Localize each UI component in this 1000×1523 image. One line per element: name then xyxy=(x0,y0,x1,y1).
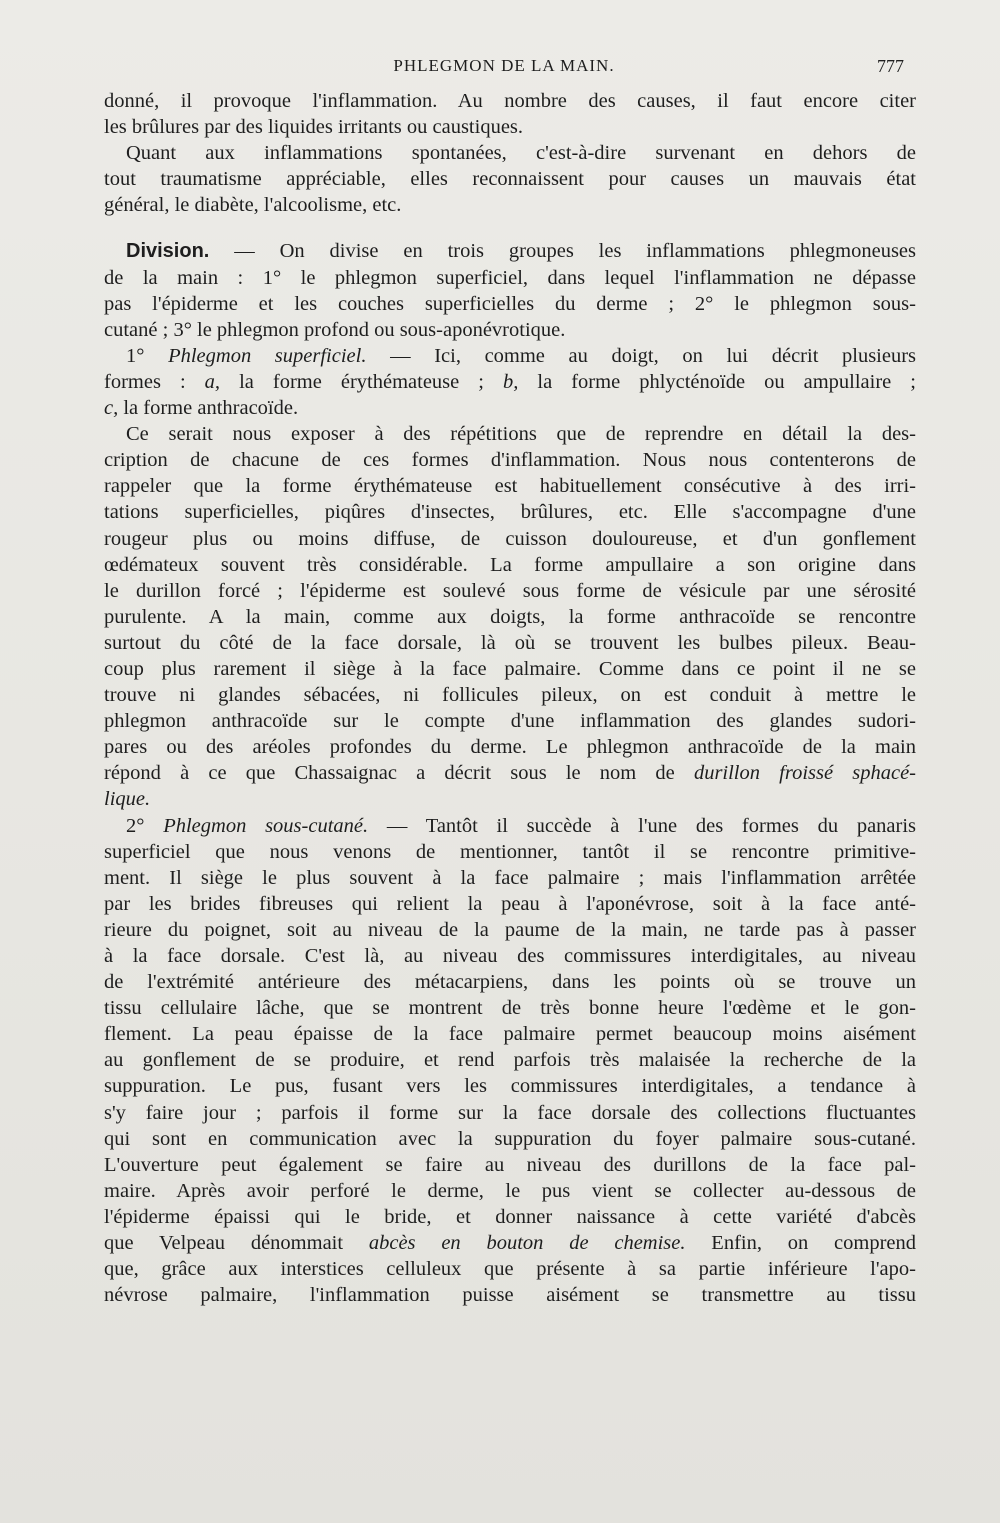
text-line: tout traumatisme appréciable, elles reconnaissent pour causes un mauvais état xyxy=(104,168,916,191)
text-line: purulente. A la main, comme aux doigts, la forme anthracoïde se rencontre xyxy=(104,605,916,628)
text-line: général, le diabète, l'alcoolisme, etc. xyxy=(104,194,402,217)
paragraph-causes-end xyxy=(104,88,916,140)
text-line: tations superficielles, piqûres d'insectes, brûlures, etc. Elle s'accompagne d'une xyxy=(104,501,916,524)
text-line: à la face dorsale. C'est là, au niveau des commissures interdigitales, au niveau xyxy=(104,945,916,967)
text-line: œdémateux souvent très considérable. La forme ampullaire a son origine dans xyxy=(104,553,916,576)
text-line: pas l'épiderme et les couches superficielles du derme ; 2° le phlegmon sous- xyxy=(104,292,916,315)
text-line xyxy=(104,238,916,264)
paragraph-superficial xyxy=(104,343,916,421)
text-run: — On divise en trois groupes les inflammations phlegmoneuses xyxy=(209,240,916,263)
text-run: la forme phlycténoïde ou ampullaire ; xyxy=(518,370,916,393)
text-line xyxy=(104,813,916,839)
text-line xyxy=(104,395,916,421)
letter-marker: c, xyxy=(104,397,119,420)
paragraph-division xyxy=(104,238,916,342)
text-run: Enfin, on comprend xyxy=(685,1232,917,1255)
text-line: de la main : 1° le phlegmon superficiel, dans lequel l'inflammation ne dépasse xyxy=(104,266,916,289)
text-line: surtout du côté de la face dorsale, là où se trouvent les bulbes pileux. Beau- xyxy=(104,631,916,654)
text-line: flement. La peau épaisse de la face palmaire permet beaucoup moins aisément xyxy=(104,1023,916,1046)
text-line: L'ouverture peut également se faire au niveau des durillons de la face pal- xyxy=(104,1153,916,1176)
text-line: cription de chacune de ces formes d'inflammation. Nous nous contenterons de xyxy=(104,449,916,472)
text-line: ment. Il siège le plus souvent à la face palmaire ; mais l'inflammation arrêtée xyxy=(104,866,916,889)
text-line: névrose palmaire, l'inflammation puisse aisément se transmettre au tissu xyxy=(104,1284,916,1307)
text-line xyxy=(104,760,916,786)
item-number: 2° xyxy=(126,814,145,837)
text-line: qui sont en communication avec la suppuration du foyer palmaire sous-cutané. xyxy=(104,1127,916,1150)
text-run: formes : xyxy=(104,370,205,393)
page-header xyxy=(104,56,904,82)
text-line: l'épiderme épaissi qui le bride, et donner naissance à cette variété d'abcès xyxy=(104,1205,916,1228)
section-gap xyxy=(104,218,916,238)
text-run: répond à ce que Chassaignac a décrit sous le nom de xyxy=(104,762,694,785)
text-line: par les brides fibreuses qui relient la peau à l'aponévrose, soit à la face anté- xyxy=(104,892,916,915)
text-line: rougeur plus ou moins diffuse, de cuisson douloureuse, et d'un gonflement xyxy=(104,527,916,550)
section-heading: Division. xyxy=(126,240,210,263)
letter-marker: a, xyxy=(204,370,221,393)
text-line: maire. Après avoir perforé le derme, le pus vient se collecter au-dessous de xyxy=(104,1179,916,1202)
paragraph-spontaneous xyxy=(104,140,916,218)
text-run: que Velpeau dénommait xyxy=(104,1232,369,1255)
subsection-title: Phlegmon superficiel. xyxy=(168,344,367,367)
text-line xyxy=(104,1230,916,1256)
text-line: donné, il provoque l'inflammation. Au nombre des causes, il faut encore citer xyxy=(104,90,916,112)
text-line: Quant aux inflammations spontanées, c'est-à-dire survenant en dehors de xyxy=(126,142,916,165)
text-line: de l'extrémité antérieure des métacarpiens, dans les points où se trouve un xyxy=(104,971,916,994)
text-line: cutané ; 3° le phlegmon profond ou sous-aponévrotique. xyxy=(104,318,566,341)
text-line: tissu cellulaire lâche, que se montrent de très bonne heure l'œdème et le gon- xyxy=(104,997,916,1020)
paragraph-subcutaneous xyxy=(104,813,916,1309)
text-line: s'y faire jour ; parfois il forme sur la face dorsale des collections fluctuantes xyxy=(104,1101,916,1124)
text-line: rieure du poignet, soit au niveau de la paume de la main, ne tarde pas à passer xyxy=(104,918,916,941)
italic-term: lique. xyxy=(104,788,151,811)
paragraph-forms-detail xyxy=(104,421,916,812)
text-line: phlegmon anthracoïde sur le compte d'une inflammation des glandes sudori- xyxy=(104,710,916,733)
text-line: les brûlures par des liquides irritants ou caustiques. xyxy=(104,116,524,139)
text-line: rappeler que la forme érythémateuse est habituellement consécutive à des irri- xyxy=(104,475,916,498)
text-line xyxy=(104,369,916,395)
text-line: le durillon forcé ; l'épiderme est soulevé sous forme de vésicule par une sérosité xyxy=(104,579,916,602)
italic-term: abcès en bouton de chemise. xyxy=(368,1232,686,1255)
subsection-title: Phlegmon sous-cutané. xyxy=(163,814,369,837)
letter-marker: b, xyxy=(503,370,519,393)
text-line: que, grâce aux interstices celluleux que présente à sa partie inférieure l'apo- xyxy=(104,1258,916,1281)
text-line: trouve ni glandes sébacées, ni follicules pileux, on est conduit à mettre le xyxy=(104,684,916,707)
text-line: au gonflement de se produire, et rend parfois très malaisée la recherche de la xyxy=(104,1049,916,1072)
text-run: — Ici, comme au doigt, on lui décrit plusieurs xyxy=(366,344,917,367)
text-line xyxy=(104,343,916,369)
text-line: coup plus rarement il siège à la face palmaire. Comme dans ce point il ne se xyxy=(104,657,916,680)
text-run: la forme anthracoïde. xyxy=(118,397,299,420)
page-number: 777 xyxy=(877,56,904,76)
page-body xyxy=(104,88,916,1308)
text-line: suppuration. Le pus, fusant vers les commissures interdigitales, a tendance à xyxy=(104,1075,916,1098)
running-title: PHLEGMON DE LA MAIN. xyxy=(393,56,615,75)
item-number: 1° xyxy=(126,344,145,367)
text-run: la forme érythémateuse ; xyxy=(220,370,503,393)
text-line xyxy=(104,786,916,812)
text-line: pares ou des aréoles profondes du derme. Le phlegmon anthracoïde de la main xyxy=(104,736,916,759)
italic-term: durillon froissé sphacé- xyxy=(693,762,916,785)
text-run: — Tantôt il succède à l'une des formes du panaris xyxy=(368,814,917,837)
text-line: Ce serait nous exposer à des répétitions que de reprendre en détail la des- xyxy=(126,423,916,446)
text-line: superficiel que nous venons de mentionner, tantôt il se rencontre primitive- xyxy=(104,840,916,863)
